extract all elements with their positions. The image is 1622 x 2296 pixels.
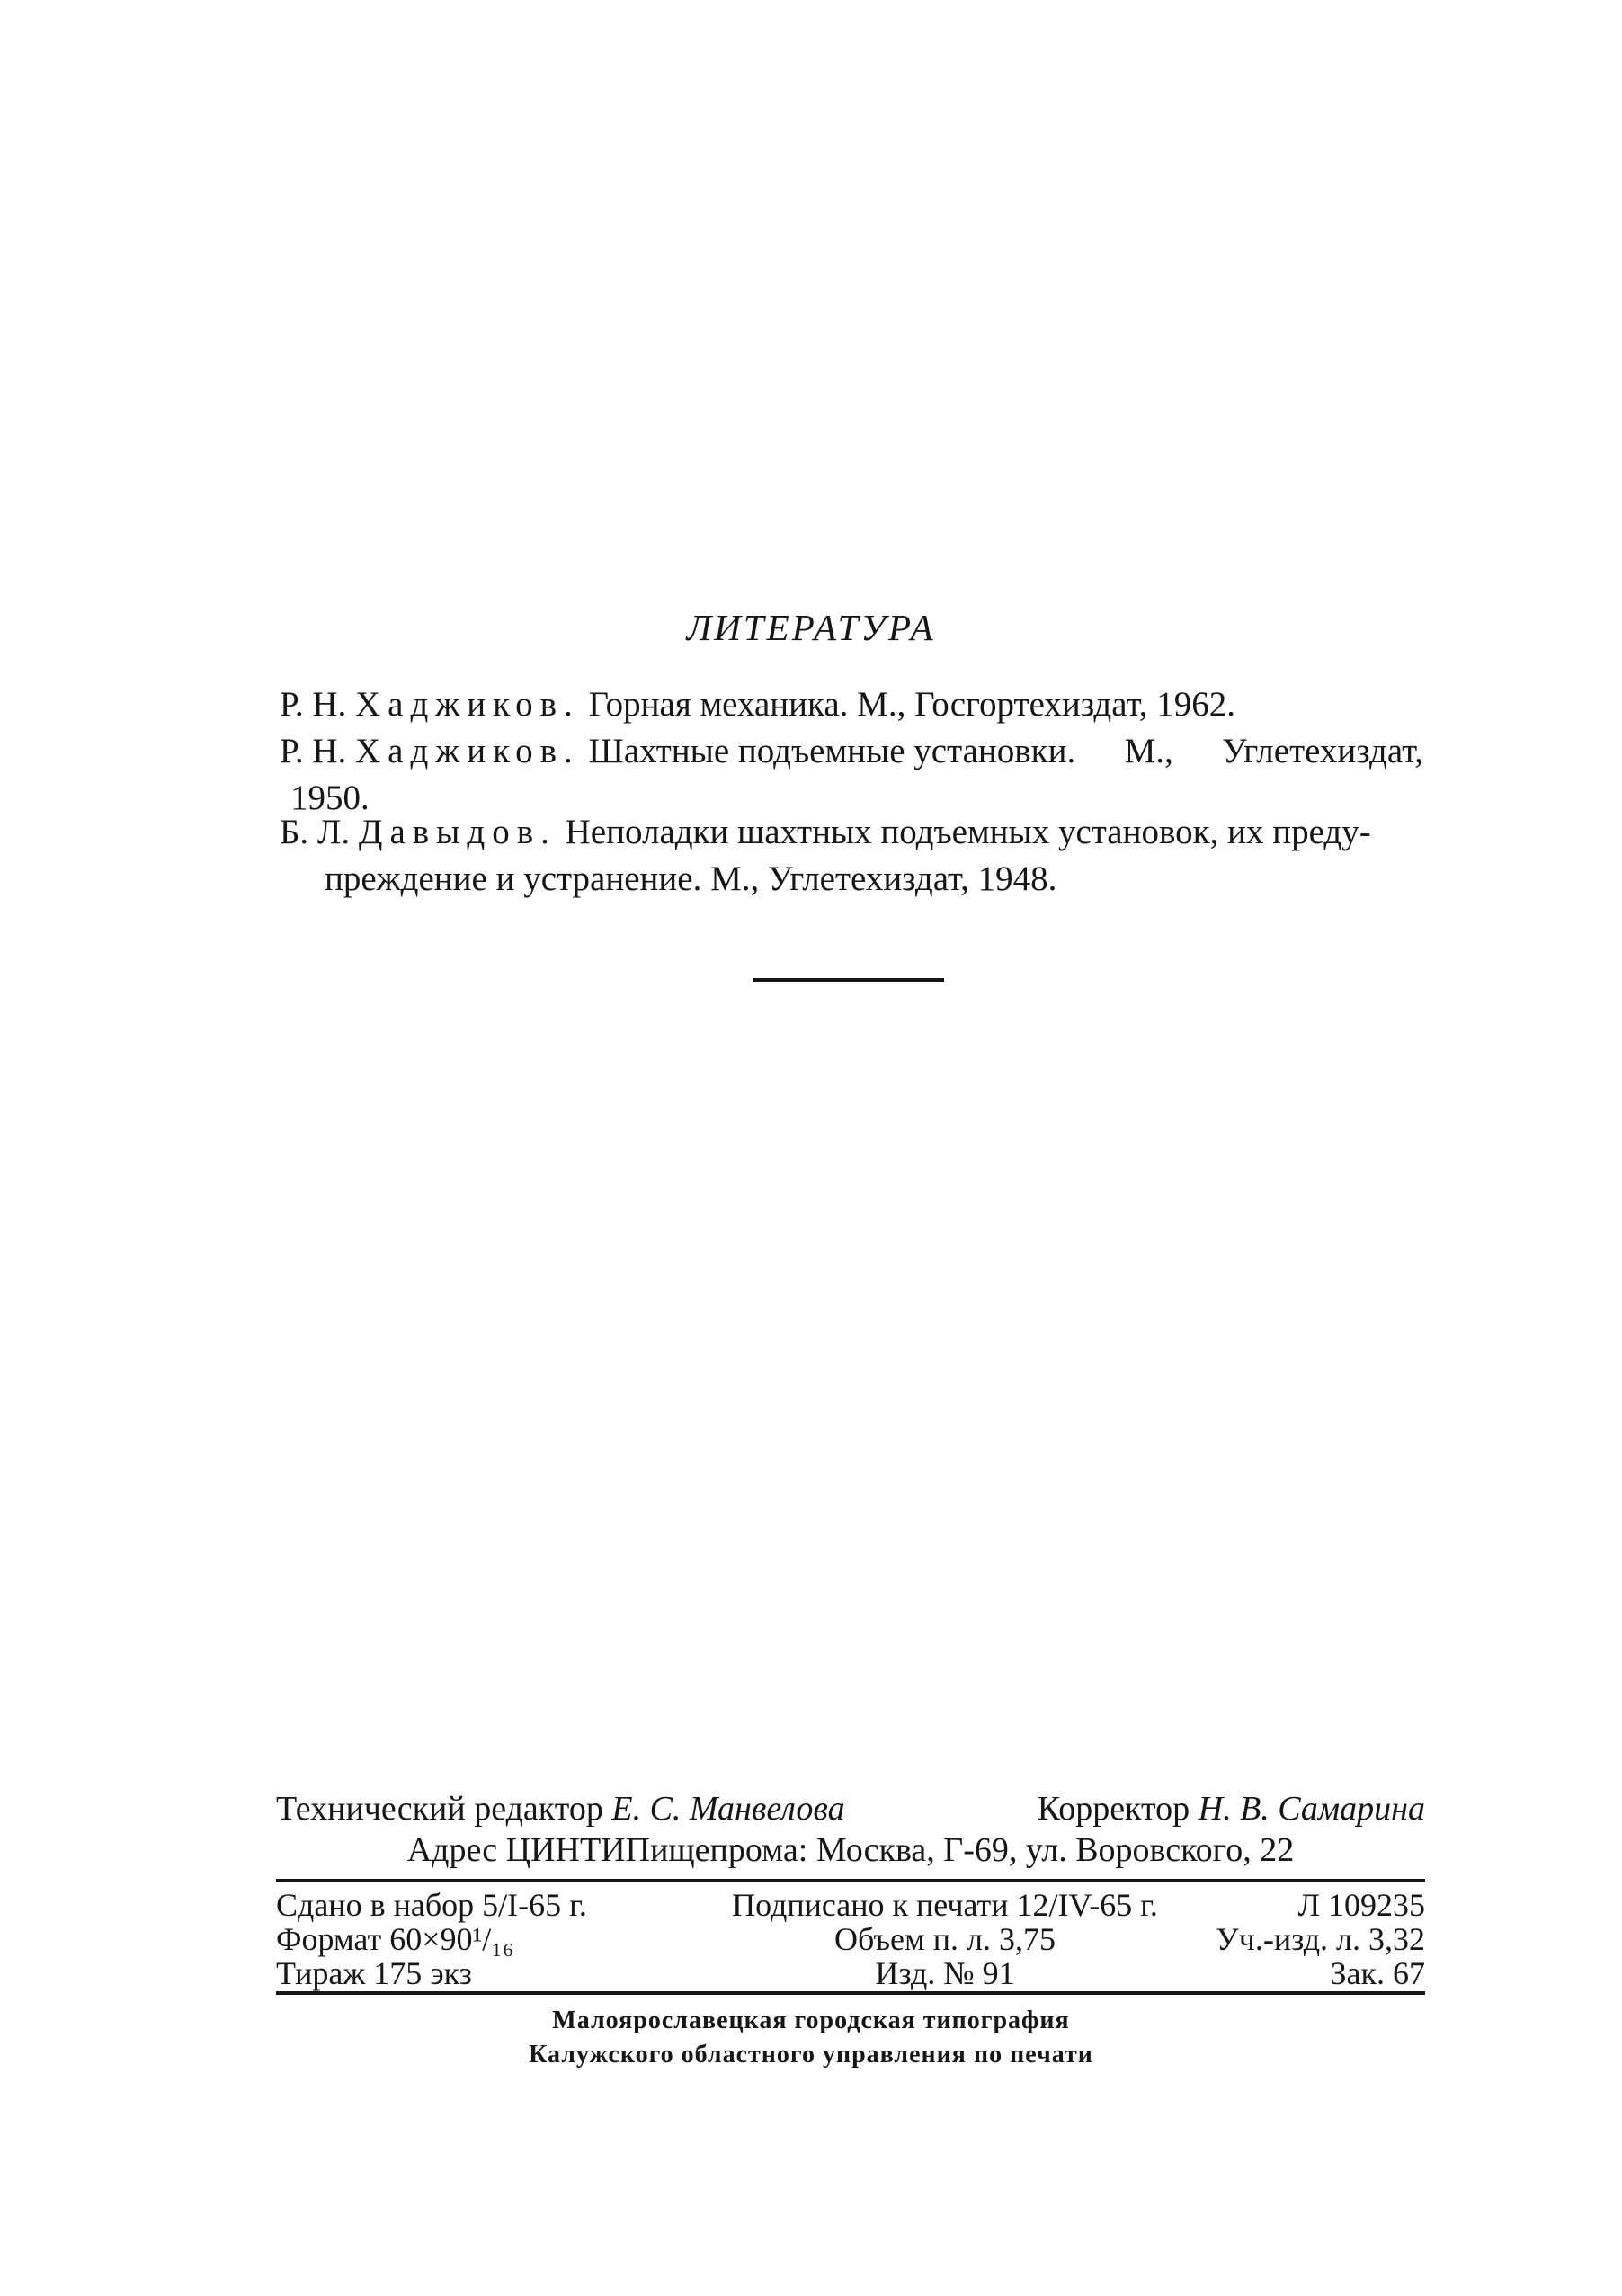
paper-format: Формат 60×90¹/₁₆ — [276, 1921, 514, 1957]
tech-editor-label: Технический редактор — [276, 1790, 603, 1828]
reference-item — [280, 728, 1423, 822]
reference-item — [280, 681, 1423, 728]
author-surname: Давыдов. — [358, 813, 557, 851]
reference-item — [280, 809, 1423, 903]
reference-title: Неполадки шахтных подъемных установок, их преду- — [565, 813, 1371, 851]
publisher-address: Адрес ЦИНТИПищепрома: Москва, Г-69, ул. Воровского, 22 — [406, 1831, 1295, 1869]
author-initials: Р. Н. — [280, 685, 347, 724]
publication-row — [276, 1888, 1425, 1922]
tech-editor — [276, 1789, 845, 1829]
print-run: Тираж 175 экз — [276, 1955, 472, 1991]
typeset-date: Сдано в набор 5/I-65 г. — [276, 1887, 587, 1923]
order-number: Зак. 67 — [1330, 1955, 1425, 1991]
publication-row — [276, 1922, 1425, 1956]
reference-title: Горная механика. М., Госгортехиздат, 1962. — [588, 685, 1235, 724]
literature-heading: ЛИТЕРАТУРА — [686, 607, 936, 648]
corrector-name: Н. В. Самарина — [1198, 1790, 1425, 1828]
publication-details — [276, 1888, 1425, 1990]
signed-date: Подписано к печати 12/IV-65 г. — [732, 1887, 1158, 1923]
author-surname: Хаджиков. — [354, 685, 580, 724]
corrector-label: Корректор — [1037, 1790, 1190, 1828]
section-divider — [753, 978, 944, 982]
editors-line — [276, 1789, 1425, 1829]
imprint-rule-top — [276, 1879, 1425, 1882]
edition-number: Изд. № 91 — [875, 1955, 1015, 1991]
reference-continuation: преждение и устранение. М., Углетехиздат, 1948. — [325, 859, 1057, 898]
tech-editor-name: Е. С. Манвелова — [611, 1790, 845, 1828]
license-number: Л 109235 — [1297, 1887, 1425, 1923]
reference-line — [280, 681, 1423, 728]
reference-line — [280, 728, 1423, 775]
publication-row — [276, 1956, 1425, 1990]
publisher-sheets: Уч.-изд. л. 3,32 — [1216, 1921, 1425, 1957]
printer-authority: Калужского областного управления по печати — [529, 2041, 1093, 2069]
author-initials: Р. Н. — [280, 732, 347, 770]
imprint-rule-bottom — [276, 1991, 1425, 1995]
reference-line — [280, 809, 1423, 856]
author-surname: Хаджиков. — [354, 732, 580, 770]
reference-continuation: 1950. — [290, 779, 370, 817]
reference-author — [280, 728, 1075, 775]
print-sheets: Объем п. л. 3,75 — [833, 1921, 1056, 1957]
printer-name: Малоярославецкая городская типография — [552, 2007, 1070, 2034]
reference-city: М., — [1124, 732, 1173, 770]
author-initials: Б. Л. — [280, 813, 351, 851]
reference-title: Шахтные подъемные установки. — [588, 732, 1076, 770]
corrector — [1038, 1789, 1425, 1829]
reference-publisher: Углетехиздат, — [1222, 732, 1423, 770]
